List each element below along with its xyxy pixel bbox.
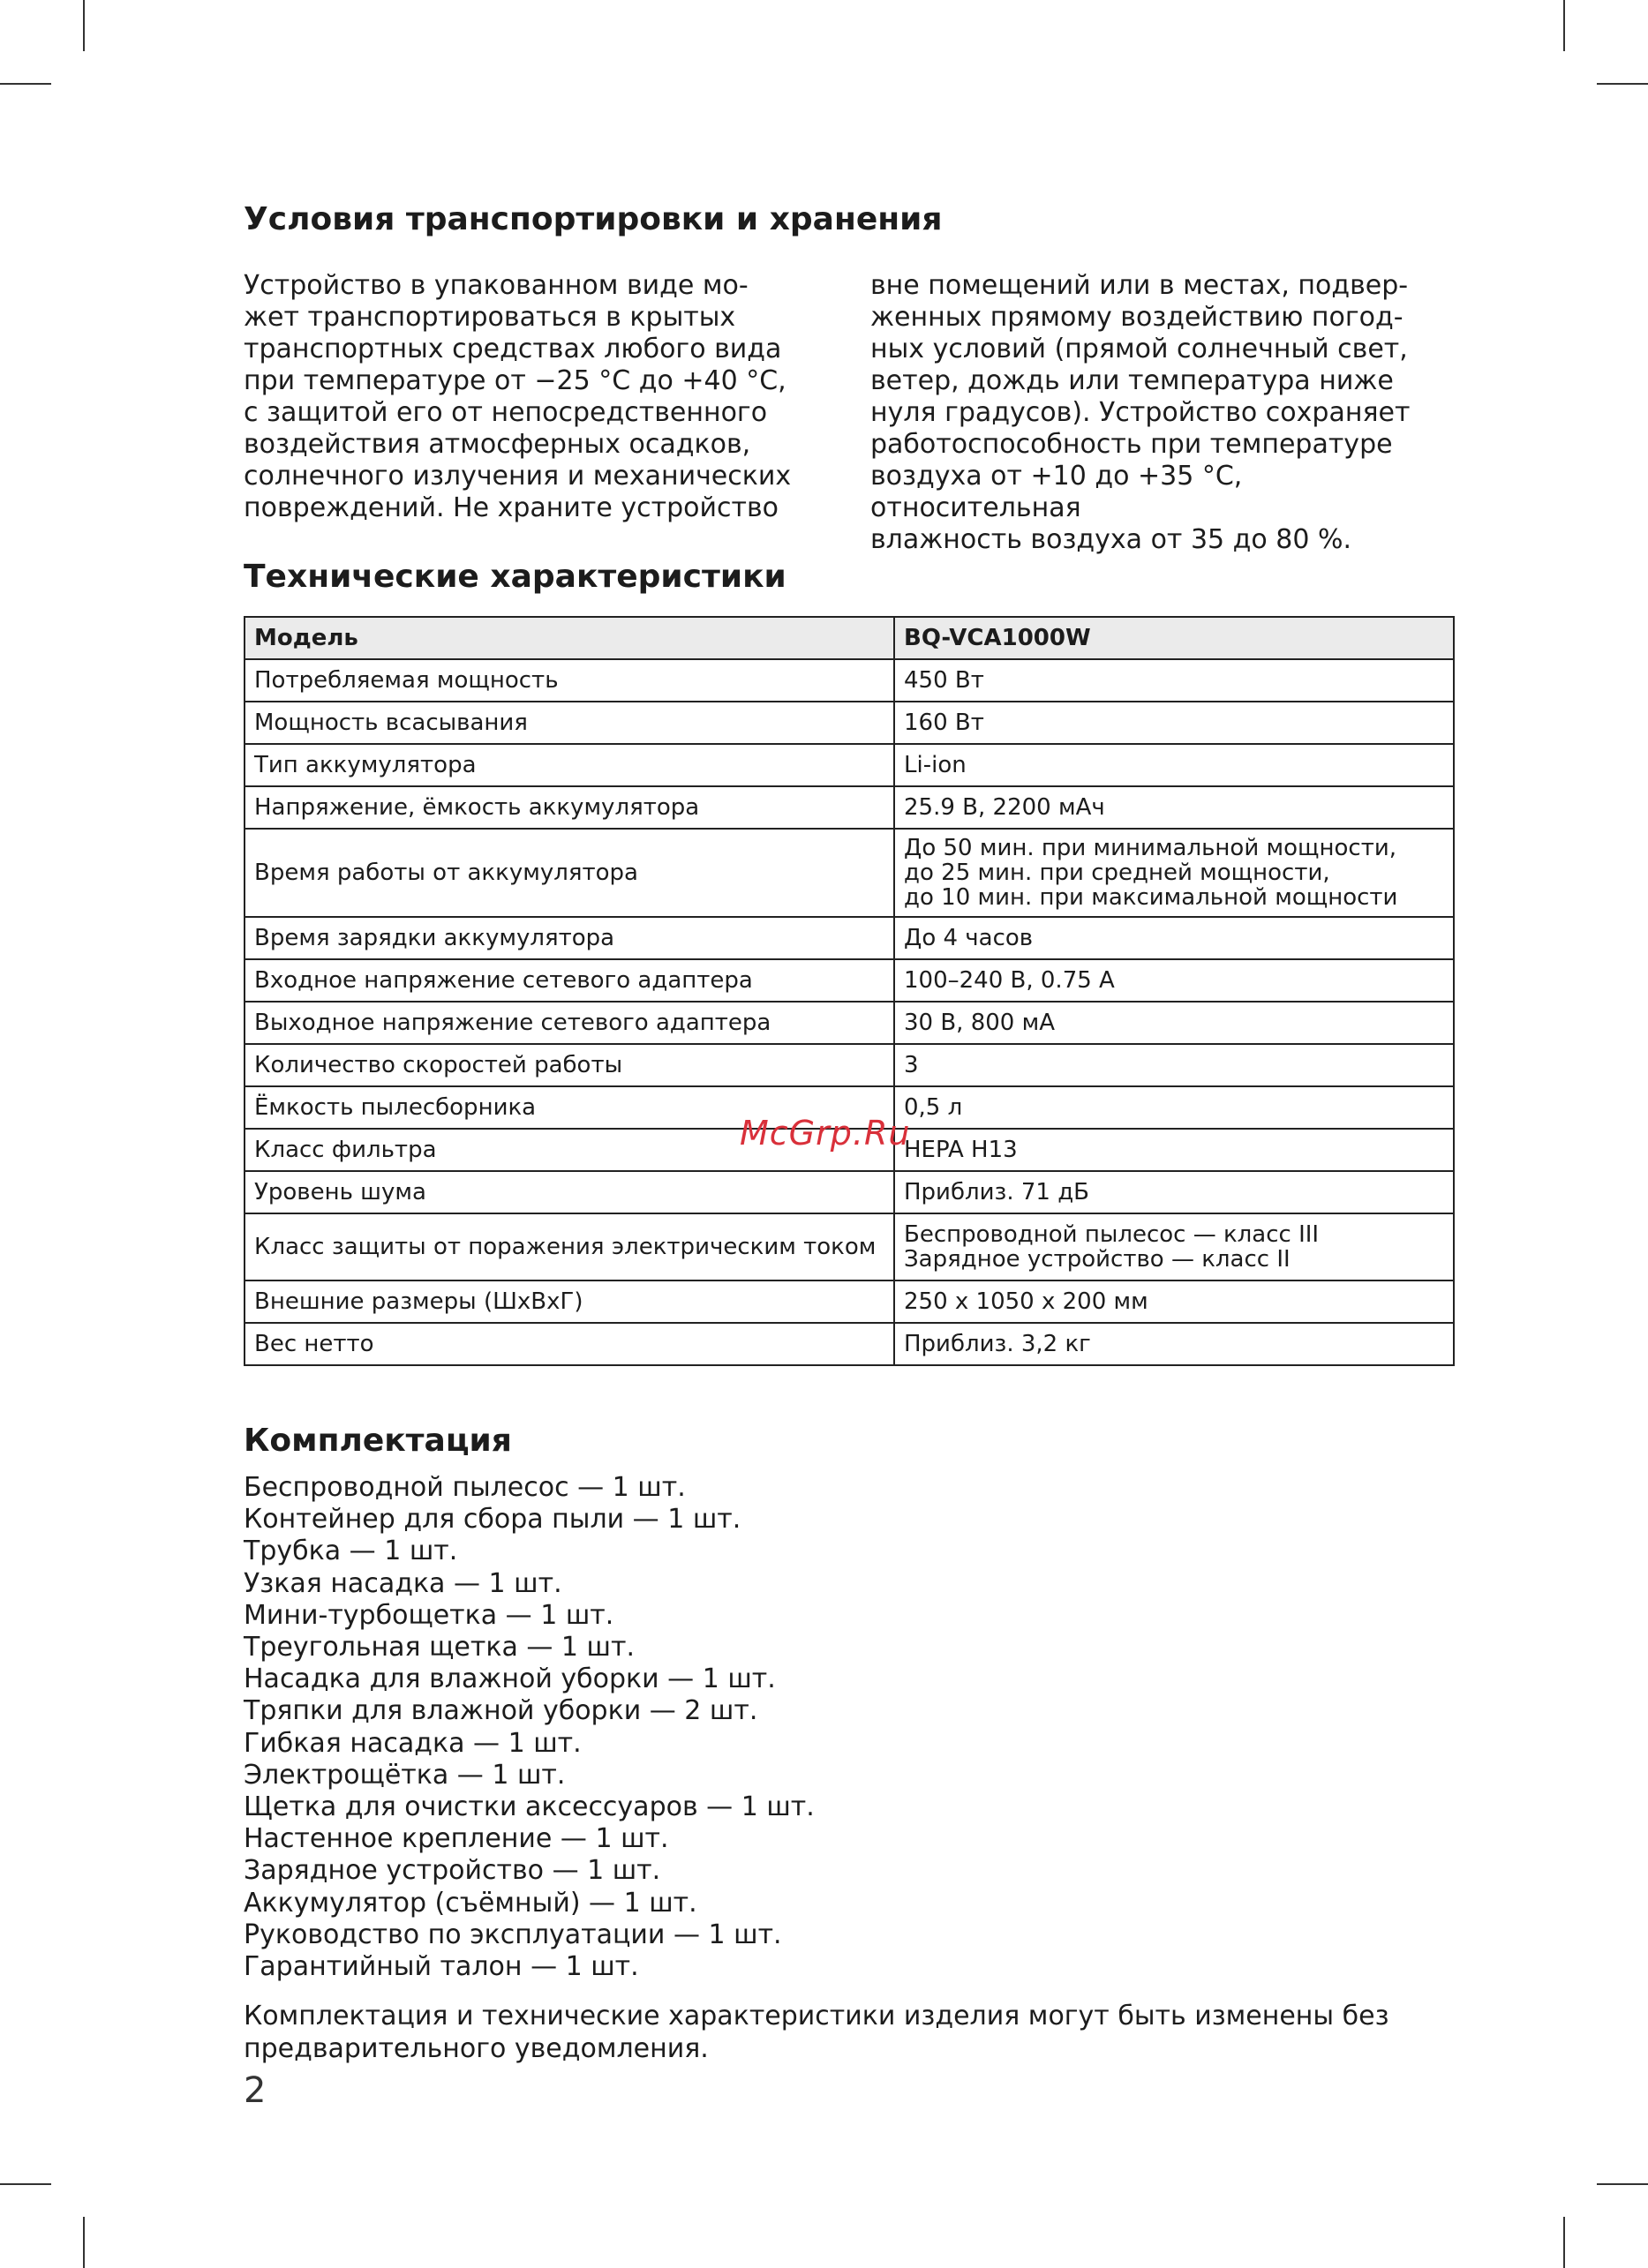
spec-label: Класс фильтра [245,1129,894,1171]
spec-value: 25.9 В, 2200 мАч [894,786,1454,829]
page-number: 2 [244,2070,267,2111]
watermark: McGrp.Ru [740,1114,911,1153]
table-row [245,1323,1454,1365]
spec-value: 3 [894,1044,1454,1086]
list-item: Мини-турбощетка — 1 шт. [244,1599,614,1631]
table-row [245,1002,1454,1044]
list-item: Зарядное устройство — 1 шт. [244,1855,661,1887]
table-row [245,829,1454,917]
spec-value: Приблиз. 71 дБ [894,1171,1454,1213]
kit-heading: Комплектация [244,1423,512,1459]
table-row [245,659,1454,702]
table-row [245,702,1454,744]
crop-mark [1597,83,1648,85]
specs-table [244,616,1455,1366]
spec-value: 160 Вт [894,702,1454,744]
spec-label: Напряжение, ёмкость аккумулятора [245,786,894,829]
spec-value: 250 х 1050 х 200 мм [894,1280,1454,1323]
specs-heading: Технические характеристики [244,559,786,595]
spec-value: До 50 мин. при минимальной мощности, до 25 мин. при средней мощности, до 10 мин. при максимальной мощности [894,829,1454,917]
spec-value: Приблиз. 3,2 кг [894,1323,1454,1365]
spec-label: Выходное напряжение сетевого адаптера [245,1002,894,1044]
list-item: Насадка для влажной уборки — 1 шт. [244,1663,776,1695]
spec-value: HEPA H13 [894,1129,1454,1171]
table-row [245,1171,1454,1213]
spec-label: Модель [245,617,894,659]
spec-label: Количество скоростей работы [245,1044,894,1086]
list-item: Руководство по эксплуатации — 1 шт. [244,1919,782,1950]
spec-value: 100–240 В, 0.75 А [894,959,1454,1002]
table-header-row [245,617,1454,659]
list-item: Контейнер для сбора пыли — 1 шт. [244,1504,741,1536]
spec-label: Ёмкость пылесборника [245,1086,894,1129]
spec-label: Входное напряжение сетевого адаптера [245,959,894,1002]
spec-label: Время зарядки аккумулятора [245,917,894,959]
transport-text-col1: Устройство в упакованном виде мо- жет транспортироваться в крытых транспортных средствах любого вида при температуре от −25 °C до +40 °C, с защитой его от непосредственного воздействия атмосферных осадков, солнечного излучения и механических повреждений. Не храните устройство [244,270,792,523]
crop-mark [83,0,85,51]
spec-label: Внешние размеры (ШхВхГ) [245,1280,894,1323]
list-item: Настенное крепление — 1 шт. [244,1823,669,1855]
table-row [245,744,1454,786]
spec-label: Уровень шума [245,1171,894,1213]
spec-value: 30 В, 800 мА [894,1002,1454,1044]
crop-mark [83,2217,85,2268]
kit-note: Комплектация и технические характеристики изделия могут быть изменены без предварительного уведомления. [244,2001,1389,2064]
list-item: Гибкая насадка — 1 шт. [244,1727,582,1759]
spec-label: Вес нетто [245,1323,894,1365]
spec-value: Li-ion [894,744,1454,786]
table-row [245,917,1454,959]
spec-label: Время работы от аккумулятора [245,829,894,917]
crop-mark [0,2183,51,2185]
list-item: Щетка для очистки аксессуаров — 1 шт. [244,1791,815,1823]
spec-label: Потребляемая мощность [245,659,894,702]
spec-value: Беспроводной пылесос — класс III Зарядное устройство — класс II [894,1213,1454,1280]
crop-mark [1563,0,1565,51]
transport-heading: Условия транспортировки и хранения [244,201,943,237]
table-row [245,1213,1454,1280]
table-row [245,786,1454,829]
list-item: Электрощётка — 1 шт. [244,1759,566,1791]
crop-mark [0,83,51,85]
list-item: Узкая насадка — 1 шт. [244,1567,562,1599]
crop-mark [1597,2183,1648,2185]
list-item: Аккумулятор (съёмный) — 1 шт. [244,1887,697,1919]
spec-value: 450 Вт [894,659,1454,702]
spec-label: Класс защиты от поражения электрическим током [245,1213,894,1280]
table-row [245,1044,1454,1086]
spec-label: Мощность всасывания [245,702,894,744]
kit-list [244,1472,815,1983]
list-item: Трубка — 1 шт. [244,1536,458,1567]
spec-value: 0,5 л [894,1086,1454,1129]
list-item: Беспроводной пылесос — 1 шт. [244,1472,686,1503]
crop-mark [1563,2217,1565,2268]
spec-label: Тип аккумулятора [245,744,894,786]
table-row [245,1280,1454,1323]
list-item: Треугольная щетка — 1 шт. [244,1632,635,1663]
table-row [245,959,1454,1002]
list-item: Гарантийный талон — 1 шт. [244,1951,639,1983]
spec-value: До 4 часов [894,917,1454,959]
transport-text-col2: вне помещений или в местах, подвер- женных прямому воздействию погод- ных условий (прямой солнечный свет, ветер, дождь или температура ниже нуля градусов). Устройство сохраняет работоспособность при температуре воздуха от +10 до +35 °C, относительная влажность воздуха от 35 до 80 %. [870,270,1411,555]
spec-value: BQ-VCA1000W [894,617,1454,659]
list-item: Тряпки для влажной уборки — 2 шт. [244,1695,758,1727]
